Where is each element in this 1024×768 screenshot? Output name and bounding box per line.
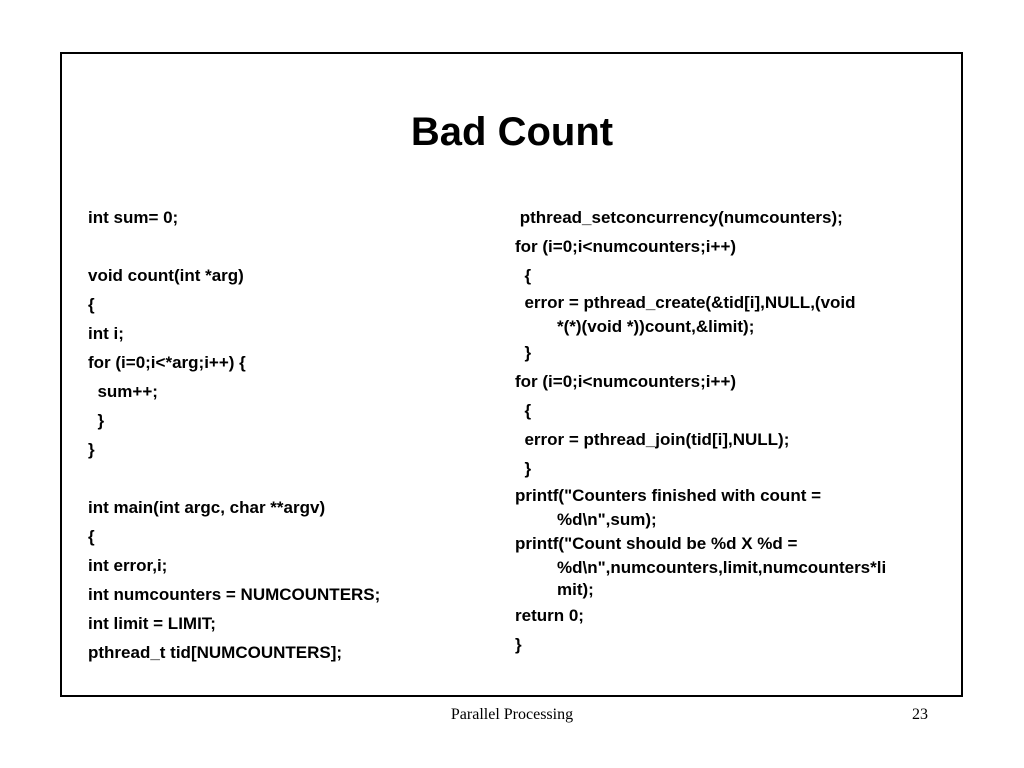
page-number: 23 [912,706,928,723]
code-line-continuation: *(*)(void *))count,&limit); [557,317,755,336]
code-line: for (i=0;i<*arg;i++) { [88,353,246,372]
code-line: int limit = LIMIT; [88,614,216,633]
code-line: int main(int argc, char **argv) [88,498,326,517]
code-line: } [515,635,522,654]
code-line: int sum= 0; [88,208,179,227]
code-line: printf("Count should be %d X %d = [515,534,798,553]
code-line: void count(int *arg) [88,266,244,285]
blank-line [88,232,380,261]
code-line: error = pthread_create(&tid[i],NULL,(void [515,293,856,312]
code-line: printf("Counters finished with count = [515,486,822,505]
code-line-continuation: %d\n",sum); [557,510,657,529]
code-line-continuation: mit); [557,580,594,599]
code-line: pthread_t tid[NUMCOUNTERS]; [88,643,343,662]
code-line: error = pthread_join(tid[i],NULL); [515,430,790,449]
slide-title: Bad Count [410,110,614,154]
code-line: pthread_setconcurrency(numcounters); [515,208,843,227]
code-line: return 0; [515,606,584,625]
code-line: for (i=0;i<numcounters;i++) [515,237,737,256]
code-line-continuation: %d\n",numcounters,limit,numcounters*li [557,558,887,577]
code-line: { [88,295,95,314]
footer-label: Parallel Processing [450,706,574,723]
code-block-right [515,203,886,659]
code-line: { [515,401,532,420]
code-line: { [515,266,532,285]
code-line: int error,i; [88,556,168,575]
code-block-left [88,203,380,667]
code-line: } [88,440,95,459]
code-line: sum++; [88,382,158,401]
code-line: } [88,411,105,430]
code-line: } [515,343,532,362]
code-line: for (i=0;i<numcounters;i++) [515,372,737,391]
code-line: int i; [88,324,124,343]
code-line: } [515,459,532,478]
blank-line [88,464,380,493]
code-line: { [88,527,95,546]
code-line: int numcounters = NUMCOUNTERS; [88,585,381,604]
